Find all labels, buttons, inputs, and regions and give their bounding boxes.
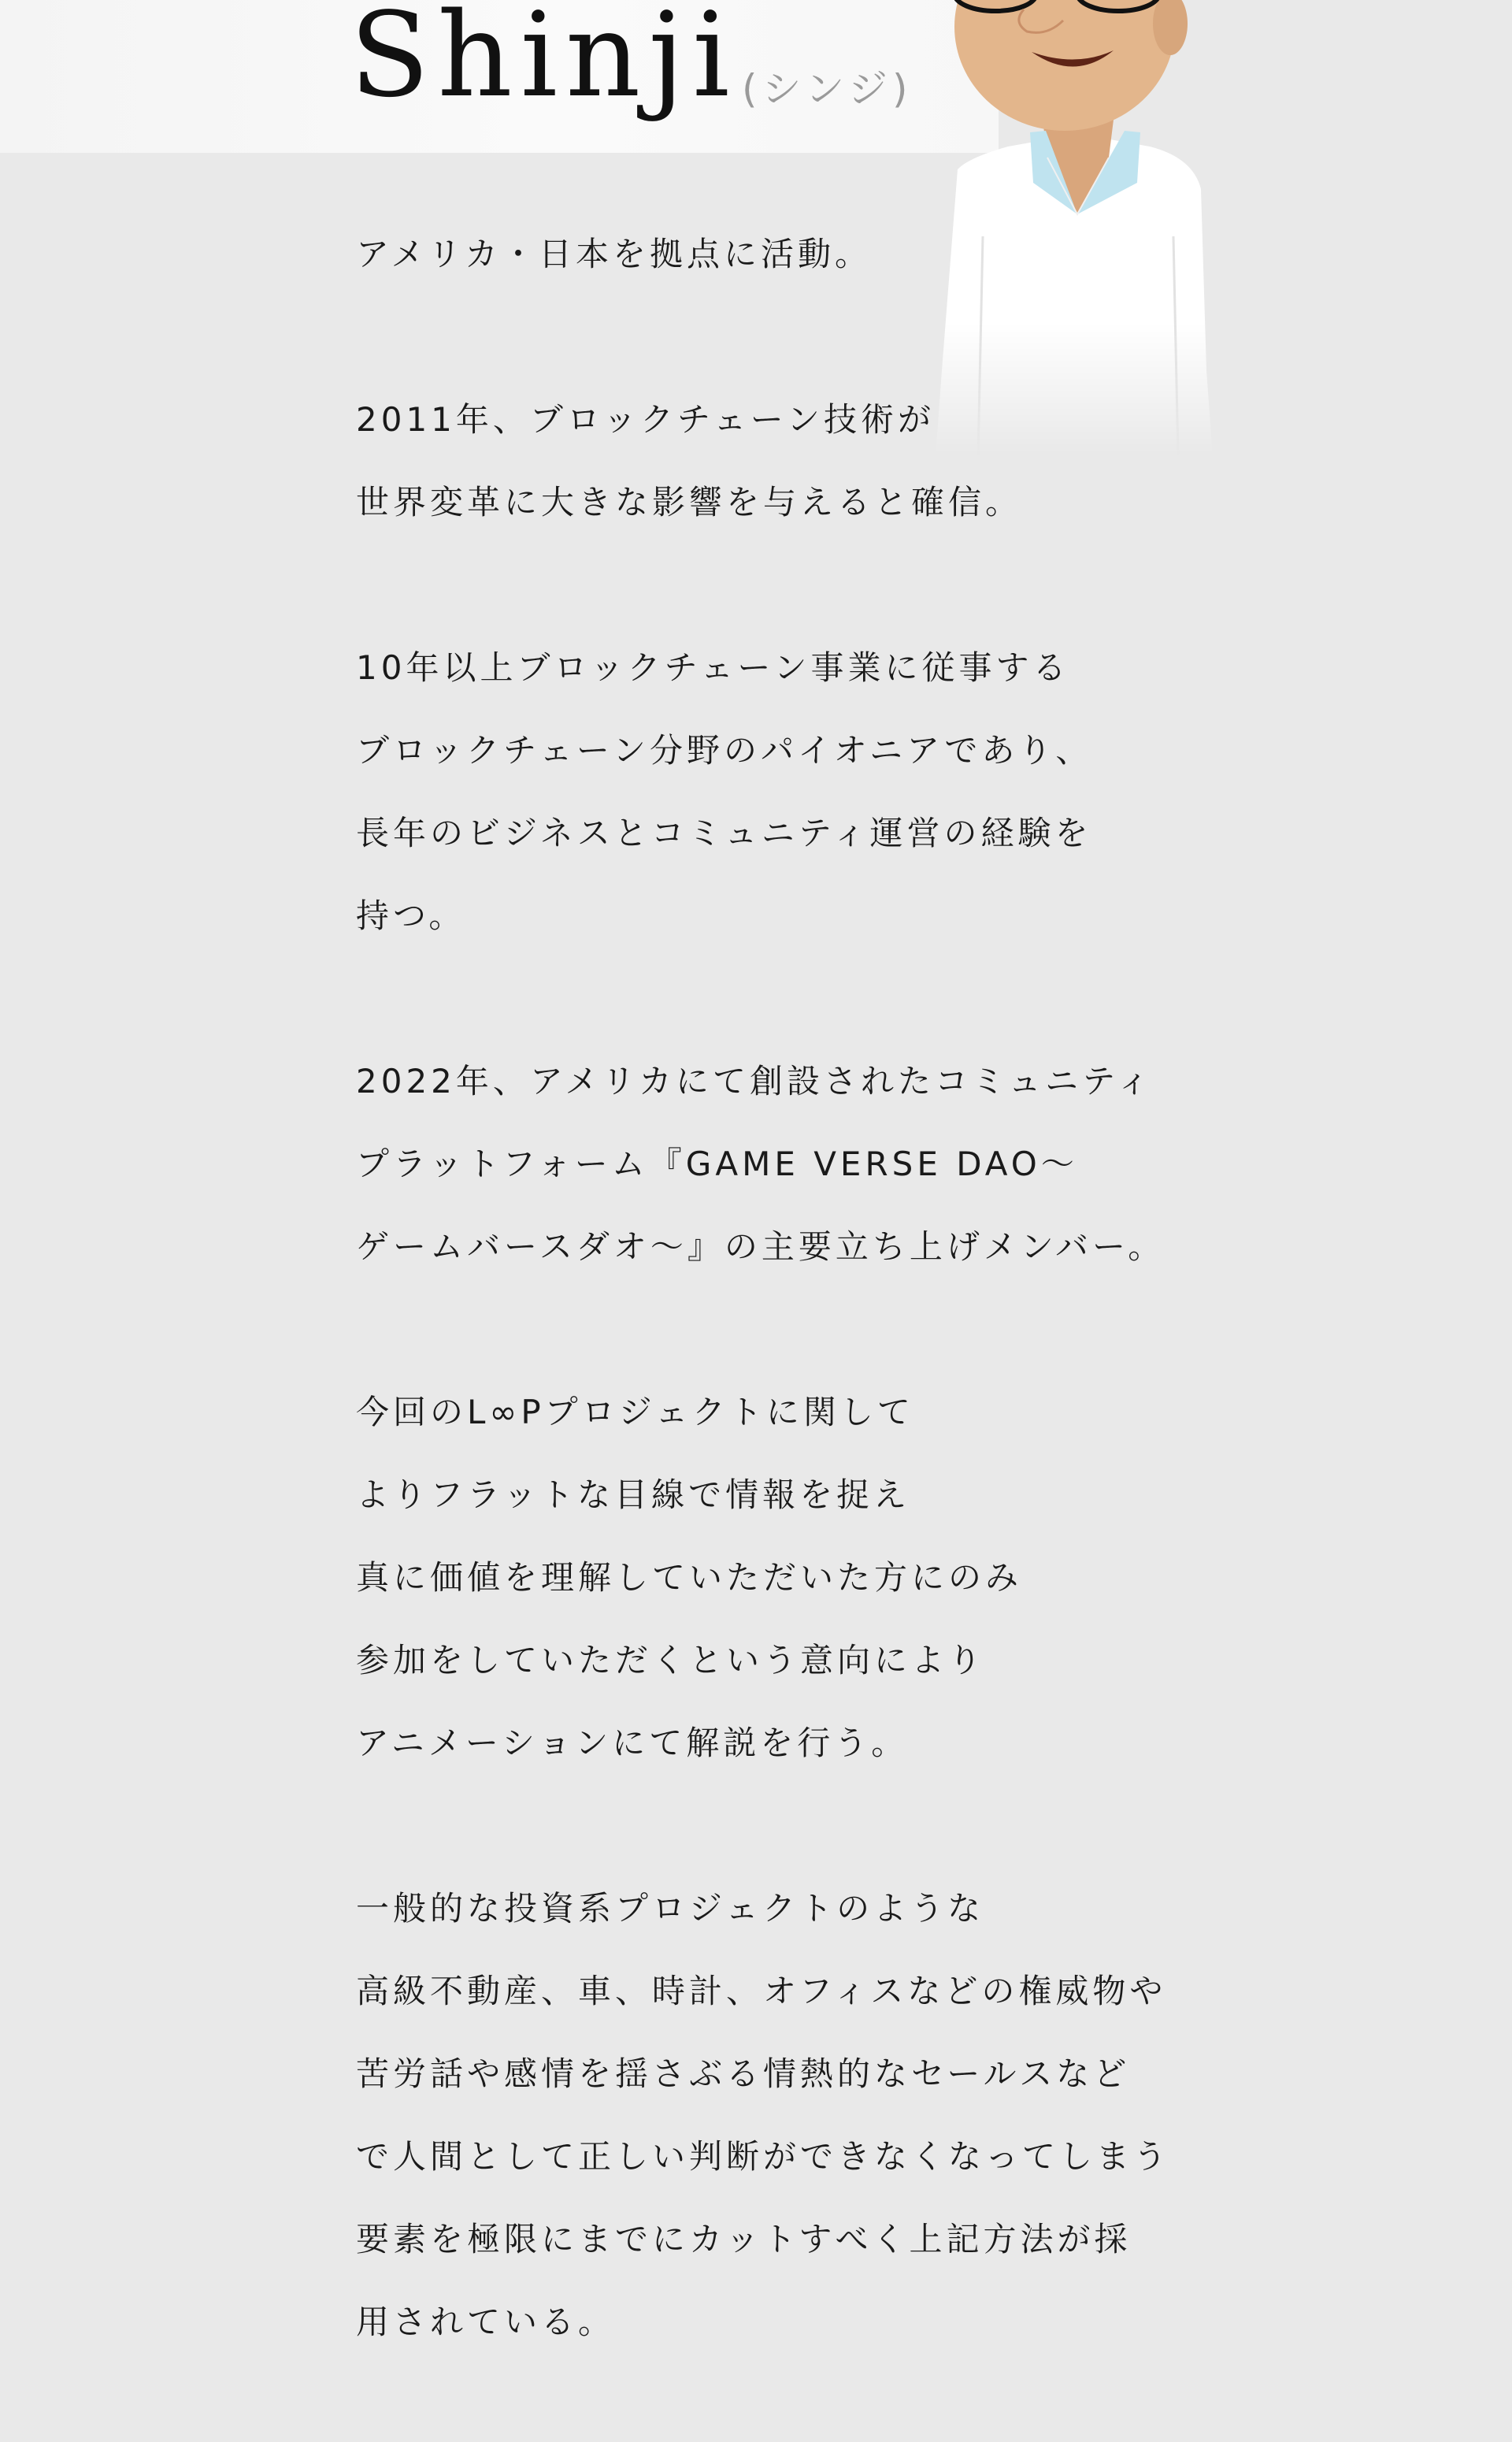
bio-line: ゲームバースダオ～』の主要立ち上げメンバー。 [356, 1227, 1166, 1266]
bio-paragraph-3 [356, 626, 1222, 957]
bio-paragraph-1 [356, 213, 1222, 295]
bio-text [356, 213, 1222, 2363]
bio-line: 用されている。 [356, 2303, 616, 2341]
bio-line: 要素を極限にまでにカットすべく上記方法が採 [356, 2220, 1132, 2258]
bio-paragraph-4 [356, 1040, 1222, 1288]
bio-line: よりフラットな目線で情報を捉え [356, 1475, 911, 1514]
character-name-kana: (シンジ) [742, 66, 913, 112]
bio-line: 2011年、ブロックチェーン技術が [356, 400, 935, 439]
bio-paragraph-2 [356, 378, 1222, 544]
bio-line: アメリカ・日本を拠点に活動。 [356, 235, 873, 273]
bio-line: で人間として正しい判断ができなくなってしまう [356, 2137, 1171, 2176]
bio-line: 世界変革に大きな影響を与えると確信。 [356, 483, 1023, 521]
bio-line: 一般的な投資系プロジェクトのような [356, 1889, 985, 1928]
bio-line: 持つ。 [356, 896, 466, 935]
bio-line: 今回のL∞Pプロジェクトに関して [356, 1393, 914, 1431]
bio-line: 苦労話や感情を揺さぶる情熱的なセールスなど [356, 2054, 1131, 2093]
bio-line: 長年のビジネスとコミュニティ運営の経験を [356, 814, 1092, 852]
bio-paragraph-5 [356, 1371, 1222, 1784]
bio-paragraph-6 [356, 1867, 1222, 2363]
bio-line: 10年以上ブロックチェーン事業に従事する [356, 648, 1070, 687]
bio-line: 高級不動産、車、時計、オフィスなどの権威物や [356, 1972, 1167, 2010]
bio-line: 参加をしていただくという意向により [356, 1641, 986, 1679]
bio-line: プラットフォーム『GAME VERSE DAO～ [356, 1145, 1078, 1183]
character-name: Shinji [350, 0, 738, 123]
bio-line: 真に価値を理解していただいた方にのみ [356, 1558, 1023, 1597]
bio-line: 2022年、アメリカにて創設されたコミュニティ [356, 1062, 1154, 1100]
bio-line: アニメーションにて解説を行う。 [356, 1724, 909, 1762]
bio-line: ブロックチェーン分野のパイオニアであり、 [356, 731, 1093, 770]
